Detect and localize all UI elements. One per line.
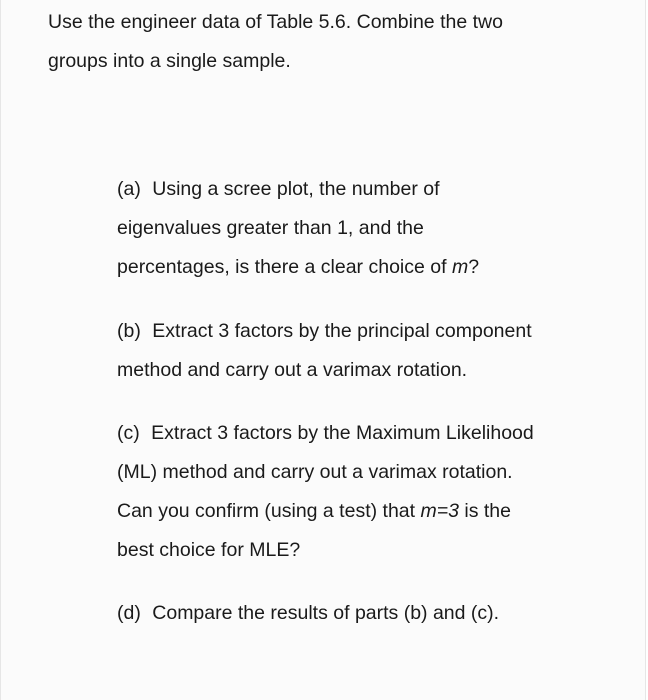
part-d	[117, 594, 637, 633]
part-a-variable-m: m	[451, 256, 469, 278]
part-b	[117, 312, 637, 390]
part-b-line-1: Extract 3 factors by the principal component	[152, 320, 532, 342]
part-b-line-2: method and carry out a varimax rotation.	[117, 359, 468, 381]
part-c-label: (c)	[117, 422, 140, 444]
part-c-line-3-text: Can you confirm (using a test) that	[117, 500, 421, 522]
part-a-line-1: Using a scree plot, the number of	[152, 178, 440, 200]
part-a-label: (a)	[117, 178, 141, 200]
part-d-label: (d)	[117, 602, 141, 624]
part-a-line-3-text: percentages, is there a clear choice of	[117, 256, 452, 278]
intro-line-1: Use the engineer data of Table 5.6. Combine the two	[48, 11, 503, 33]
part-c-line-1: Extract 3 factors by the Maximum Likelihood	[151, 422, 534, 444]
part-c-line-4: best choice for MLE?	[117, 539, 301, 561]
part-c-line-2: (ML) method and carry out a varimax rotation.	[117, 461, 513, 483]
part-c-line-3-end: is the	[458, 500, 511, 522]
problem-intro	[48, 3, 628, 81]
part-c-equation-m3: m=3	[420, 500, 459, 522]
part-b-label: (b)	[117, 320, 141, 342]
intro-line-2: groups into a single sample.	[48, 50, 291, 72]
part-a	[117, 170, 637, 287]
part-a-line-2: eigenvalues greater than 1, and the	[117, 217, 424, 239]
part-c	[117, 414, 637, 570]
part-a-line-3-end: ?	[468, 256, 480, 278]
part-d-line-1: Compare the results of parts (b) and (c).	[152, 602, 500, 624]
